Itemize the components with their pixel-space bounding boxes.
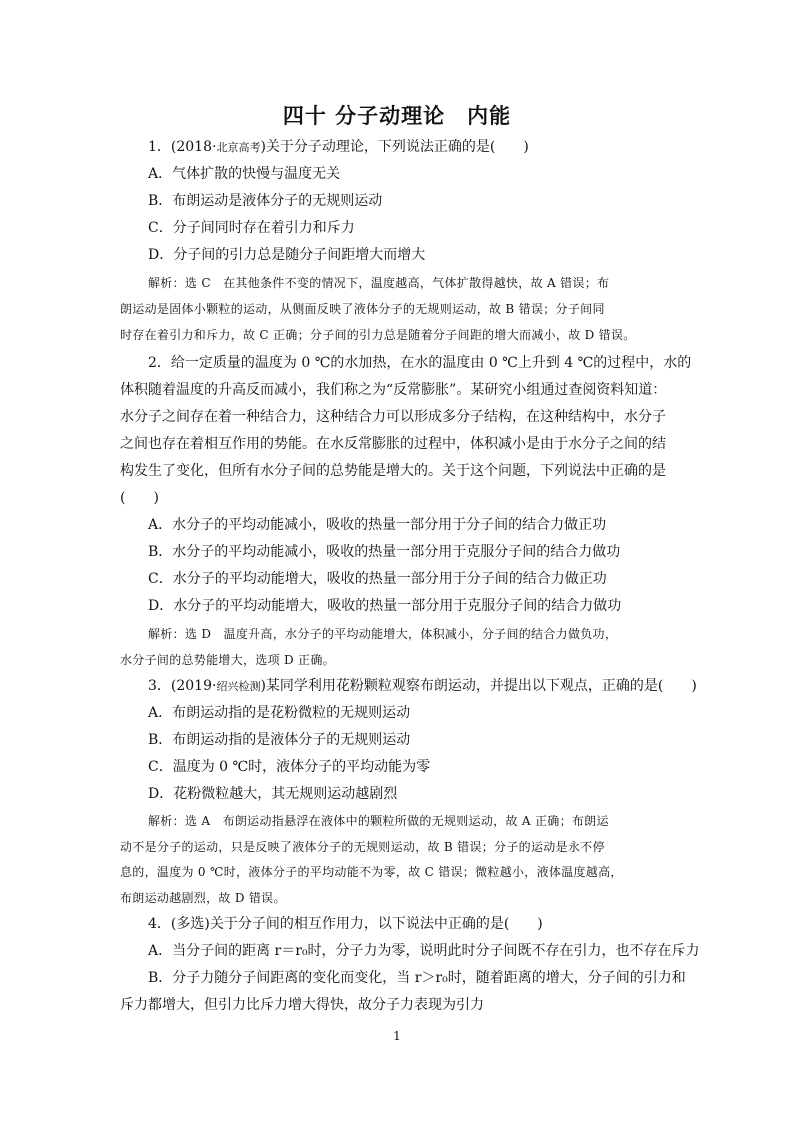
question-2-stem-line: 之间也存在着相互作用的势能。在水反常膨胀的过程中，体积减小是由于水分子之间的结 — [120, 436, 666, 452]
question-3-explanation-line: 解析：选 A 布朗运动指悬浮在液体中的颗粒所做的无规则运动，故 A 正确；布朗运 — [148, 814, 609, 828]
question-2-stem-line: 体积随着温度的升高反而减小，我们称之为“反常膨胀”。某研究小组通过查阅资料知道： — [120, 382, 667, 398]
question-1-explanation-line: 时存在着引力和斥力，故 C 正确；分子间的引力总是随着分子间距的增大而减小，故 D 错误。 — [120, 328, 636, 342]
question-3-option-a: A．布朗运动指的是花粉微粒的无规则运动 — [148, 705, 411, 721]
question-3-option-d: D．花粉微粒越大，其无规则运动越剧烈 — [148, 786, 398, 802]
question-2-option-d: D．水分子的平均动能增大，吸收的热量一部分用于克服分子间的结合力做功 — [148, 598, 622, 614]
page-title: 四十 分子动理论 内能 — [282, 103, 512, 128]
question-3-stem — [148, 676, 708, 697]
question-3-source: 绍兴检测 — [216, 680, 261, 693]
question-2-explanation-line: 解析：选 D 温度升高，水分子的平均动能增大，体积减小，分子间的结合力做负功， — [148, 627, 618, 641]
question-3-suffix: )某同学利用花粉颗粒观察布朗运动，并提出以下观点，正确的是( ) — [260, 678, 697, 694]
question-4-option-b: B．分子力随分子间距离的变化而变化，当 r＞r₀时，随着距离的增大，分子间的引力和 — [148, 970, 686, 986]
question-2-option-c: C．水分子的平均动能增大，吸收的热量一部分用于分子间的结合力做正功 — [148, 571, 607, 587]
question-1-option-b: B．布朗运动是液体分子的无规则运动 — [148, 193, 383, 209]
question-3-explanation-line: 息的，温度为 0 ℃时，液体分子的平均动能不为零，故 C 错误；微粒越小，液体温度越高， — [120, 865, 623, 879]
question-3-explanation-line: 动不是分子的运动，只是反映了液体分子的无规则运动，故 B 错误；分子的运动是永不停 — [120, 840, 605, 854]
question-4-stem: 4．(多选)关于分子间的相互作用力，以下说法中正确的是( ) — [148, 916, 543, 932]
question-3-explanation-line: 布朗运动越剧烈，故 D 错误。 — [120, 891, 286, 905]
question-2-stem-line: 构发生了变化，但所有水分子间的总势能是增大的。关于这个问题，下列说法中正确的是 — [120, 463, 666, 479]
question-1-option-d: D．分子间的引力总是随分子间距增大而增大 — [148, 247, 426, 263]
question-4-option-b-continued: 斥力都增大，但引力比斥力增大得快，故分子力表现为引力 — [120, 997, 484, 1013]
question-1-prefix: 1．(2018· — [148, 139, 217, 155]
question-1-option-c: C．分子间同时存在着引力和斥力 — [148, 220, 355, 236]
question-3-option-c: C．温度为 0 ℃时，液体分子的平均动能为零 — [148, 759, 431, 775]
question-1-explanation-line: 解析：选 C 在其他条件不变的情况下，温度越高，气体扩散得越快，故 A 错误；布 — [148, 276, 610, 290]
question-1-source: 北京高考 — [216, 141, 261, 154]
question-2-stem-line: 2．给一定质量的温度为 0 ℃的水加热，在水的温度由 0 ℃上升到 4 ℃的过程中，水的 — [148, 355, 692, 371]
question-2-explanation-line: 水分子间的总势能增大，选项 D 正确。 — [120, 653, 335, 667]
question-1-stem — [148, 137, 708, 158]
question-2-option-b: B．水分子的平均动能减小，吸收的热量一部分用于克服分子间的结合力做功 — [148, 544, 621, 560]
question-4-option-a: A．当分子间的距离 r＝r₀时，分子力为零，说明此时分子间既不存在引力，也不存在斥力 — [148, 943, 700, 959]
question-3-option-b: B．布朗运动指的是液体分子的无规则运动 — [148, 732, 411, 748]
question-2-stem-line: ( ) — [120, 490, 159, 506]
question-1-explanation-line: 朗运动是固体小颗粒的运动，从侧面反映了液体分子的无规则运动，故 B 错误；分子间同 — [120, 302, 605, 316]
page-number: 1 — [393, 1029, 401, 1043]
question-1-option-a: A．气体扩散的快慢与温度无关 — [148, 166, 341, 182]
question-2-stem-line: 水分子之间存在着一种结合力，这种结合力可以形成多分子结构，在这种结构中，水分子 — [120, 409, 666, 425]
question-3-prefix: 3．(2019· — [148, 678, 217, 694]
question-1-suffix: )关于分子动理论，下列说法正确的是( ) — [260, 139, 529, 155]
question-2-option-a: A．水分子的平均动能减小，吸收的热量一部分用于分子间的结合力做正功 — [148, 517, 607, 533]
